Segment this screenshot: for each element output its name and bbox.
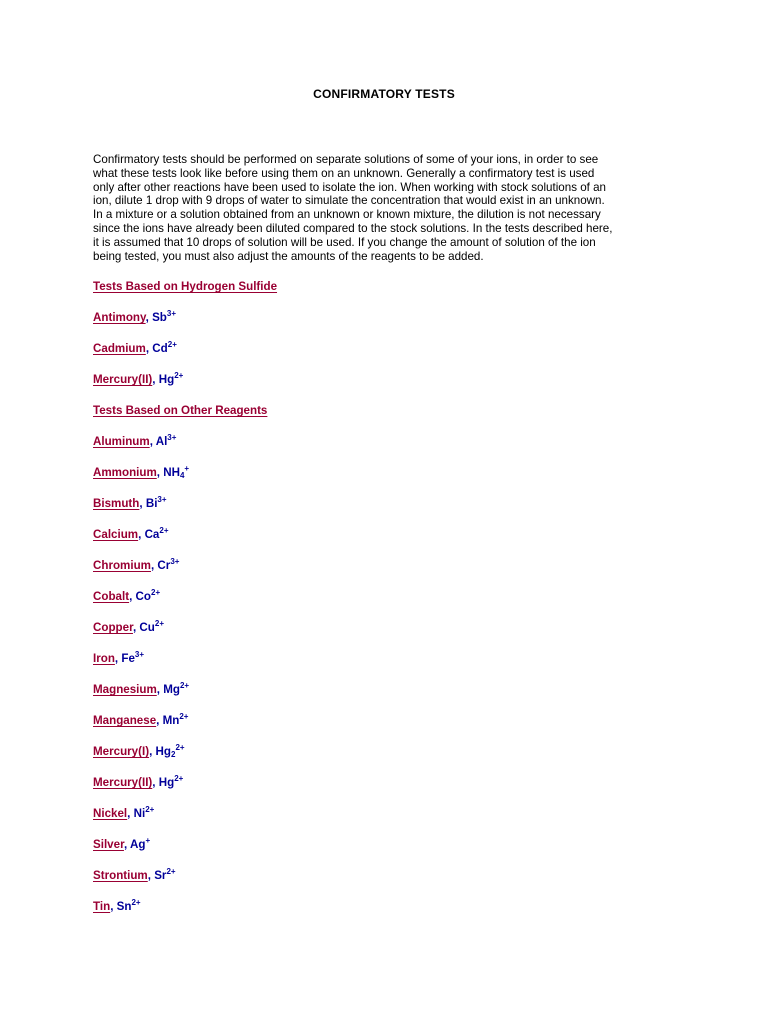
intro-line: what these tests look like before using them on an unknown. Generally a confirmatory test is used	[93, 166, 595, 180]
ion-entry	[93, 466, 189, 480]
ion-entry	[93, 621, 164, 635]
separator: ,	[139, 497, 146, 510]
ion-charge: 2+	[159, 526, 169, 535]
ion-symbol: Mn	[162, 714, 180, 727]
ion-entry	[93, 869, 176, 883]
ion-link[interactable]: Nickel	[93, 807, 128, 820]
ion-entry	[93, 528, 169, 542]
ion-link[interactable]: Mercury(II)	[93, 776, 153, 789]
ion-symbol: Mg	[163, 683, 180, 696]
ion-link[interactable]: Tin	[93, 900, 111, 913]
intro-line: it is assumed that 10 drops of solution will be used. If you change the amount of solution of the ion	[93, 235, 596, 249]
ion-symbol: NH	[163, 466, 180, 479]
ion-charge: 3+	[157, 495, 167, 504]
section-heading-row	[93, 404, 267, 418]
ion-formula	[146, 311, 176, 324]
separator: ,	[147, 869, 155, 882]
page-title: CONFIRMATORY TESTS	[313, 87, 455, 101]
ion-charge: 2+	[179, 681, 190, 690]
ion-formula	[124, 838, 150, 851]
ion-symbol: Fe	[121, 652, 135, 665]
intro-line: In a mixture or a solution obtained from an unknown or known mixture, the dilution is not necessary	[93, 208, 601, 222]
ion-formula	[127, 807, 154, 820]
ion-entry	[93, 745, 185, 759]
ion-formula	[152, 373, 183, 386]
intro-line: being tested, you must also adjust the amounts of the reagents to be added.	[93, 249, 484, 263]
intro-line: since the ions have already been diluted compared to the stock solutions. In the tests described here,	[93, 221, 613, 235]
ion-link[interactable]: Silver	[93, 838, 124, 851]
ion-link[interactable]: Iron	[93, 652, 115, 665]
ion-entry	[93, 497, 167, 511]
ion-entry	[93, 776, 183, 790]
ion-link[interactable]: Calcium	[93, 528, 139, 541]
ion-entry	[93, 342, 177, 356]
ion-symbol: Cu	[139, 621, 155, 634]
ion-link[interactable]: Mercury(II)	[93, 373, 153, 386]
intro-line: Confirmatory tests should be performed on separate solutions of some of your ions, in order to see	[93, 153, 599, 166]
ion-link[interactable]: Cadmium	[93, 342, 146, 355]
ion-formula	[129, 590, 160, 603]
separator: ,	[156, 714, 163, 727]
ion-link[interactable]: Copper	[93, 621, 133, 634]
separator: ,	[149, 745, 156, 758]
ion-link[interactable]: Ammonium	[93, 466, 157, 479]
ion-formula	[133, 621, 164, 634]
ion-symbol: Hg	[158, 373, 175, 386]
ion-entry	[93, 559, 179, 573]
ion-charge: 2+	[154, 619, 164, 628]
ion-formula	[149, 745, 185, 758]
ion-symbol: Hg	[155, 745, 171, 758]
separator: ,	[156, 466, 164, 479]
ion-entry	[93, 652, 144, 666]
ion-charge: 3+	[134, 650, 145, 659]
ion-charge: 2+	[131, 898, 141, 907]
ion-symbol: Al	[155, 435, 168, 448]
separator: ,	[156, 683, 164, 696]
ion-formula	[115, 652, 144, 665]
separator: ,	[150, 559, 158, 572]
ion-entry	[93, 683, 189, 697]
ion-link[interactable]: Chromium	[93, 559, 151, 572]
ion-formula	[148, 869, 176, 882]
ion-charge: 2+	[175, 743, 185, 752]
ion-formula	[157, 466, 189, 479]
ion-formula	[156, 714, 188, 727]
separator: ,	[152, 373, 159, 386]
ion-symbol: Cr	[157, 559, 171, 572]
ion-entry	[93, 838, 150, 852]
separator: ,	[149, 435, 156, 448]
ion-entry	[93, 373, 183, 387]
separator: ,	[127, 807, 134, 820]
ion-symbol: Sb	[152, 311, 167, 324]
ion-link[interactable]: Antimony	[93, 311, 146, 324]
ion-charge: 2+	[167, 340, 177, 349]
separator: ,	[123, 838, 130, 851]
ion-link[interactable]: Aluminum	[93, 435, 150, 448]
ion-symbol: Bi	[145, 497, 158, 510]
ion-charge: +	[184, 464, 190, 473]
ion-entry	[93, 435, 176, 449]
intro-line: ion, dilute 1 drop with 9 drops of water to simulate the concentration that would exist in an unknown.	[93, 194, 605, 208]
ion-charge: 2+	[174, 371, 184, 380]
ion-formula	[146, 342, 177, 355]
ion-charge: 2+	[174, 774, 184, 783]
ion-formula	[110, 900, 140, 913]
ion-symbol: Co	[135, 590, 151, 603]
ion-entry	[93, 807, 154, 821]
ion-entry	[93, 714, 188, 728]
ion-link[interactable]: Cobalt	[93, 590, 130, 603]
ion-link[interactable]: Bismuth	[93, 497, 140, 510]
ion-formula	[151, 559, 179, 572]
ion-formula	[157, 683, 189, 696]
ion-link[interactable]: Mercury(I)	[93, 745, 150, 758]
ion-formula	[152, 776, 183, 789]
separator: ,	[152, 776, 159, 789]
ion-link[interactable]: Magnesium	[93, 683, 157, 696]
ion-formula	[138, 528, 168, 541]
ion-charge: +	[145, 836, 151, 845]
ion-formula	[150, 435, 177, 448]
separator: ,	[145, 342, 153, 355]
ion-entry	[93, 590, 160, 604]
ion-charge: 2+	[179, 712, 189, 721]
separator: ,	[138, 528, 145, 541]
ion-entry	[93, 311, 176, 325]
ion-link[interactable]: Manganese	[93, 714, 157, 727]
ion-symbol: Cd	[152, 342, 168, 355]
ion-entry	[93, 900, 141, 914]
ion-charge: 2+	[151, 588, 161, 597]
ion-charge: 3+	[170, 557, 180, 566]
separator: ,	[145, 311, 153, 324]
separator: ,	[132, 621, 140, 634]
separator: ,	[110, 900, 117, 913]
section-heading-link[interactable]: Tests Based on Hydrogen Sulfide	[93, 280, 278, 293]
ion-charge: 3+	[167, 433, 177, 442]
ion-symbol: Ca	[144, 528, 160, 541]
ion-subscript: 2	[170, 750, 176, 759]
separator: ,	[114, 652, 122, 665]
ion-symbol: Ni	[133, 807, 146, 820]
ion-symbol: Hg	[158, 776, 175, 789]
section-heading-link[interactable]: Tests Based on Other Reagents	[93, 404, 268, 417]
ion-link[interactable]: Strontium	[93, 869, 148, 882]
ion-symbol: Sn	[116, 900, 132, 913]
ion-subscript: 4	[179, 471, 185, 480]
intro-line: only after other reactions have been used to isolate the ion. When working with stock solutions of an	[93, 180, 606, 194]
ion-charge: 3+	[166, 309, 177, 318]
ion-symbol: Sr	[154, 869, 167, 882]
ion-charge: 2+	[145, 805, 155, 814]
ion-symbol: Ag	[129, 838, 146, 851]
ion-formula	[139, 497, 166, 510]
section-heading-row	[93, 280, 277, 294]
ion-charge: 2+	[166, 867, 176, 876]
separator: ,	[129, 590, 136, 603]
intro-paragraph	[93, 153, 693, 263]
